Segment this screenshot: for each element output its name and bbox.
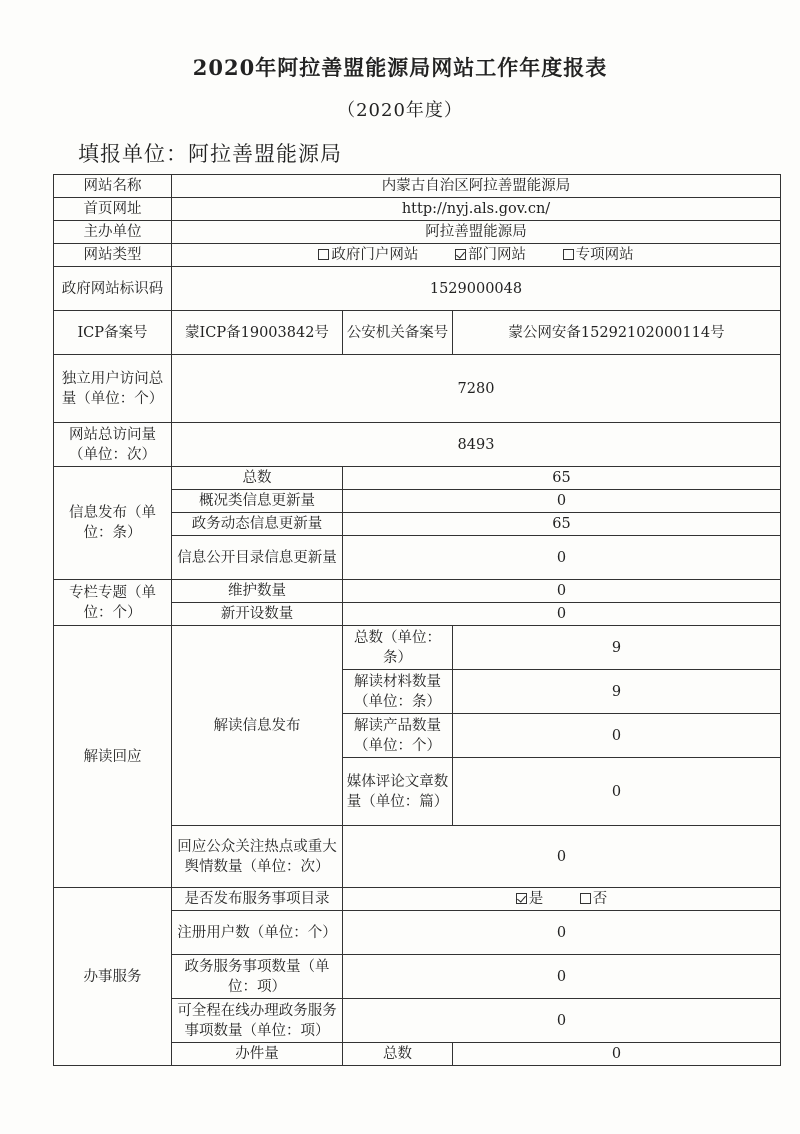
catalog-label: 是否发布服务事项目录 bbox=[172, 888, 343, 911]
table-row bbox=[54, 311, 781, 355]
response-label: 回应公众关注热点或重大舆情数量（单位：次） bbox=[172, 826, 343, 888]
option-label: 部门网站 bbox=[468, 247, 526, 263]
table-row bbox=[54, 244, 781, 267]
option-label: 是 bbox=[528, 891, 544, 907]
table-row bbox=[54, 355, 781, 423]
table-row bbox=[54, 267, 781, 311]
item-label: 解读材料数量（单位：条） bbox=[343, 670, 453, 714]
interpretation-label: 解读回应 bbox=[54, 626, 172, 888]
checkbox-icon bbox=[318, 249, 329, 260]
catalog-option-yes[interactable] bbox=[516, 891, 544, 907]
site-type-option[interactable] bbox=[455, 247, 526, 263]
services-label: 办事服务 bbox=[54, 888, 172, 1066]
item-value: 0 bbox=[343, 580, 781, 603]
row-label: ICP备案号 bbox=[54, 311, 172, 355]
table-row bbox=[54, 626, 781, 670]
catalog-option-no[interactable] bbox=[580, 891, 608, 907]
row-label: 独立用户访问总量（单位：个） bbox=[54, 355, 172, 423]
site-name-value: 内蒙古自治区阿拉善盟能源局 bbox=[172, 175, 781, 198]
gov-id-value: 1529000048 bbox=[172, 267, 781, 311]
row-label: 网站总访问量（单位：次） bbox=[54, 423, 172, 467]
handled-label: 办件量 bbox=[172, 1043, 343, 1066]
total-visits-value: 8493 bbox=[172, 423, 781, 467]
item-label: 新开设数量 bbox=[172, 603, 343, 626]
table-row bbox=[54, 888, 781, 911]
checkbox-checked-icon bbox=[455, 249, 466, 260]
row-label: 首页网址 bbox=[54, 198, 172, 221]
site-type-option[interactable] bbox=[563, 247, 634, 263]
table-row bbox=[54, 423, 781, 467]
info-release-label: 信息发布（单位：条） bbox=[54, 467, 172, 580]
row-label: 网站类型 bbox=[54, 244, 172, 267]
report-title: 2020年阿拉善盟能源局网站工作年度报表 bbox=[192, 55, 608, 80]
item-value: 0 bbox=[343, 603, 781, 626]
item-label: 概况类信息更新量 bbox=[172, 490, 343, 513]
item-label: 信息公开目录信息更新量 bbox=[172, 536, 343, 580]
site-type-option[interactable] bbox=[318, 247, 418, 263]
table-row bbox=[54, 175, 781, 198]
response-value: 0 bbox=[343, 826, 781, 888]
catalog-options bbox=[343, 888, 781, 911]
item-value: 9 bbox=[453, 670, 781, 714]
checkbox-checked-icon bbox=[516, 893, 527, 904]
item-label: 总数（单位：条） bbox=[343, 626, 453, 670]
option-label: 政府门户网站 bbox=[331, 247, 419, 263]
item-value: 65 bbox=[343, 467, 781, 490]
filing-unit bbox=[78, 138, 342, 168]
item-label: 注册用户数（单位：个） bbox=[172, 911, 343, 955]
sponsor-value: 阿拉善盟能源局 bbox=[172, 221, 781, 244]
item-value: 0 bbox=[453, 714, 781, 758]
report-table bbox=[53, 174, 781, 1066]
unique-visitors-value: 7280 bbox=[172, 355, 781, 423]
filing-unit-label: 填报单位： bbox=[78, 142, 188, 166]
row-label: 政府网站标识码 bbox=[54, 267, 172, 311]
item-label: 可全程在线办理政务服务事项数量（单位：项） bbox=[172, 999, 343, 1043]
table-row bbox=[54, 198, 781, 221]
police-record-label: 公安机关备案号 bbox=[343, 311, 453, 355]
checkbox-icon bbox=[563, 249, 574, 260]
columns-label: 专栏专题（单位：个） bbox=[54, 580, 172, 626]
handled-total-value: 0 bbox=[453, 1043, 781, 1066]
handled-total-label: 总数 bbox=[343, 1043, 453, 1066]
police-record-value: 蒙公网安备15292102000114号 bbox=[453, 311, 781, 355]
item-value: 0 bbox=[343, 536, 781, 580]
item-value: 0 bbox=[343, 490, 781, 513]
table-row bbox=[54, 580, 781, 603]
item-label: 政务服务事项数量（单位：项） bbox=[172, 955, 343, 999]
item-label: 媒体评论文章数量（单位：篇） bbox=[343, 758, 453, 826]
option-label: 否 bbox=[592, 891, 608, 907]
icp-value: 蒙ICP备19003842号 bbox=[172, 311, 343, 355]
interpretation-sub-label: 解读信息发布 bbox=[172, 626, 343, 826]
item-label: 解读产品数量（单位：个） bbox=[343, 714, 453, 758]
row-label: 网站名称 bbox=[54, 175, 172, 198]
item-value: 9 bbox=[453, 626, 781, 670]
site-type-options bbox=[172, 244, 781, 267]
homepage-value: http://nyj.als.gov.cn/ bbox=[172, 198, 781, 221]
option-label: 专项网站 bbox=[575, 247, 634, 263]
filing-unit-value: 阿拉善盟能源局 bbox=[188, 142, 342, 166]
checkbox-icon bbox=[580, 893, 591, 904]
item-label: 政务动态信息更新量 bbox=[172, 513, 343, 536]
item-value: 0 bbox=[343, 999, 781, 1043]
table-row bbox=[54, 221, 781, 244]
row-label: 主办单位 bbox=[54, 221, 172, 244]
table-row bbox=[54, 467, 781, 490]
item-label: 维护数量 bbox=[172, 580, 343, 603]
item-label: 总数 bbox=[172, 467, 343, 490]
item-value: 65 bbox=[343, 513, 781, 536]
report-subtitle: （2020年度） bbox=[337, 100, 463, 121]
item-value: 0 bbox=[453, 758, 781, 826]
item-value: 0 bbox=[343, 911, 781, 955]
item-value: 0 bbox=[343, 955, 781, 999]
